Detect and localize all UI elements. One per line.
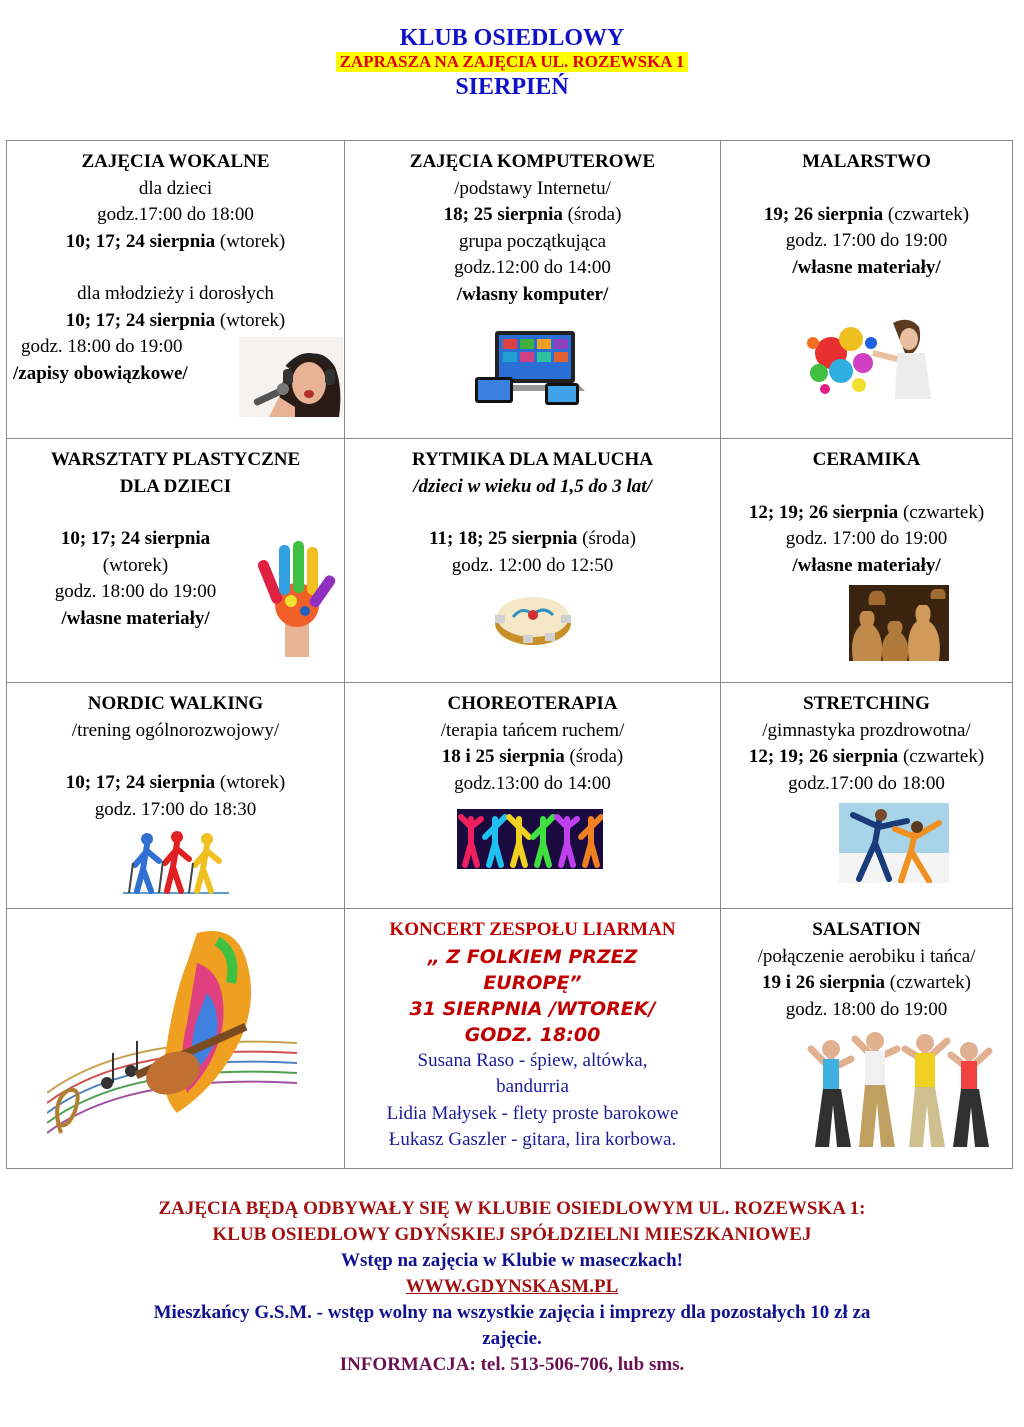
choreo-dates-line (349, 744, 716, 771)
choreo-day: (środa) (564, 746, 624, 767)
page-subtitle: ZAPRASZA NA ZAJĘCIA UL. ROZEWSKA 1 (336, 52, 689, 72)
concert-line4: GODZ. 18:00 (464, 1023, 601, 1046)
vocal-group1: dla dzieci (138, 177, 213, 199)
art-day: (wtorek) (102, 554, 169, 576)
salsation-day: (czwartek) (885, 972, 971, 993)
art-dates: 10; 17; 24 sierpnia (60, 528, 211, 549)
concert-performer1b: bandurria (496, 1076, 569, 1097)
painting-title: MALARSTWO (802, 151, 931, 172)
vocal-dates2: 10; 17; 24 sierpnia (65, 309, 216, 331)
concert-line2: EUROPĘ” (483, 971, 582, 994)
salsation-dates: 19 i 26 sierpnia (762, 972, 885, 993)
stretching-title: STRETCHING (803, 693, 930, 714)
concert-line1: „ Z FOLKIEM PRZEZ (427, 945, 638, 968)
pottery-icon (849, 585, 949, 670)
stretching-day: (czwartek) (898, 746, 985, 767)
nordic-dates: 10; 17; 24 sierpnia (65, 772, 216, 793)
vocal-group2: dla młodzieży i dorosłych (77, 283, 274, 304)
devices-icon (475, 327, 587, 416)
art-time: godz. 18:00 do 19:00 (54, 581, 217, 602)
choreo-time: godz.13:00 do 14:00 (454, 772, 611, 794)
cell-art (7, 439, 345, 683)
rhythm-day: (środa) (577, 528, 636, 549)
stretching-dates-line (725, 744, 1008, 771)
ceramics-day: (czwartek) (898, 501, 985, 523)
computer-day: (środa) (562, 204, 622, 225)
art-title1: WARSZTATY PLASTYCZNE (50, 449, 301, 470)
vocal-dates1-line (11, 229, 340, 256)
painting-note: /własne materiały/ (792, 256, 941, 278)
page-header (0, 0, 1024, 102)
table-row (7, 909, 1013, 1169)
ceramics-dates: 12; 19; 26 sierpnia (748, 501, 899, 523)
computer-title: ZAJĘCIA KOMPUTEROWE (409, 151, 656, 172)
vocal-dates2-line (11, 308, 340, 335)
art-note: /własne materiały/ (61, 607, 210, 629)
website-link[interactable]: WWW.GDYNSKASM.PL (405, 1276, 619, 1297)
cell-stretching (721, 683, 1013, 909)
paint-splash-icon (801, 313, 941, 408)
singer-microphone-icon (239, 337, 343, 426)
cell-choreo (345, 683, 721, 909)
ceramics-time: godz. 17:00 do 19:00 (785, 528, 948, 549)
cell-music (7, 909, 345, 1169)
cell-nordic (7, 683, 345, 909)
stretching-figures-icon (839, 803, 949, 892)
ceramics-title: CERAMIKA (812, 449, 921, 470)
cell-vocal (7, 141, 345, 439)
computer-dates-line (349, 202, 716, 229)
choreo-sub: /terapia tańcem ruchem/ (440, 719, 625, 741)
painting-dates: 19; 26 sierpnia (763, 203, 884, 225)
page-title: KLUB OSIEDLOWY (399, 25, 625, 51)
footer-location: ZAJĘCIA BĘDĄ ODBYWAŁY SIĘ W KLUBIE OSIEDLOWYM UL. ROZEWSKA 1: (158, 1198, 866, 1219)
computer-group: grupa początkująca (458, 230, 607, 252)
footer-masks: Wstęp na zajęcia w Klubie w maseczkach! (341, 1250, 683, 1271)
concert-performer3: Łukasz Gaszler - gitara, lira korbowa. (388, 1129, 677, 1150)
nordic-walkers-icon (119, 831, 231, 904)
vocal-day2: (wtorek) (215, 309, 286, 331)
footer-club: KLUB OSIEDLOWY GDYŃSKIEJ SPÓŁDZIELNI MIESZKANIOWEJ (212, 1224, 812, 1245)
concert-performer1: Susana Raso - śpiew, altówka, (417, 1049, 648, 1071)
cell-computer (345, 141, 721, 439)
nordic-title: NORDIC WALKING (87, 693, 264, 714)
choreo-title: CHOREOTERAPIA (447, 693, 618, 714)
vocal-dates1: 10; 17; 24 sierpnia (65, 230, 216, 252)
rhythm-dates-line (349, 526, 716, 553)
art-title2: DLA DZIECI (119, 475, 232, 497)
month-heading: SIERPIEŃ (455, 74, 569, 100)
choreo-dates: 18 i 25 sierpnia (441, 746, 565, 767)
vocal-note: /zapisy obowiązkowe/ (13, 362, 188, 384)
nordic-dates-line (11, 770, 340, 797)
cell-salsation (721, 909, 1013, 1169)
computer-time: godz.12:00 do 14:00 (454, 257, 611, 278)
salsation-sub: /połączenie aerobiku i tańca/ (757, 945, 976, 967)
painting-time: godz. 17:00 do 19:00 (785, 230, 948, 251)
footer-pricing-cont: zajęcie. (482, 1328, 542, 1349)
vocal-title: ZAJĘCIA WOKALNE (81, 151, 270, 172)
dancers-icon (457, 809, 603, 878)
rhythm-sub: /dzieci w wieku od 1,5 do 3 lat/ (413, 475, 652, 497)
footer-contact: INFORMACJA: tel. 513-506-706, lub sms. (339, 1354, 685, 1375)
cell-concert (345, 909, 721, 1169)
nordic-time: godz. 17:00 do 18:30 (94, 798, 257, 820)
painted-hand-icon (255, 539, 339, 666)
schedule-table (6, 140, 1013, 1169)
stretching-dates: 12; 19; 26 sierpnia (748, 746, 899, 767)
vocal-day1: (wtorek) (215, 230, 286, 252)
table-row (7, 439, 1013, 683)
salsation-dates-line (725, 970, 1008, 997)
rhythm-dates: 11; 18; 25 sierpnia (429, 528, 578, 549)
rhythm-title: RYTMIKA DLA MALUCHA (411, 449, 654, 470)
painting-day: (czwartek) (883, 203, 970, 225)
stretching-time: godz.17:00 do 18:00 (788, 772, 945, 794)
concert-line3: 31 SIERPNIA /WTOREK/ (409, 997, 656, 1020)
cell-painting (721, 141, 1013, 439)
rhythm-time: godz. 12:00 do 12:50 (451, 554, 614, 576)
ceramics-note: /własne materiały/ (792, 554, 941, 576)
ceramics-dates-line (725, 500, 1008, 527)
salsation-title: SALSATION (812, 919, 921, 940)
salsation-time: godz. 18:00 do 19:00 (785, 998, 948, 1020)
table-row (7, 683, 1013, 909)
concert-title: KONCERT ZESPOŁU LIARMAN (389, 919, 676, 940)
footer-pricing: Mieszkańcy G.S.M. - wstęp wolny na wszystkie zajęcia i imprezy dla pozostałych 10 zł za (153, 1302, 871, 1323)
computer-dates: 18; 25 sierpnia (443, 204, 563, 225)
painting-dates-line (725, 202, 1008, 229)
computer-sub: /podstawy Internetu/ (454, 177, 611, 199)
cell-rhythm (345, 439, 721, 683)
dancing-group-icon (801, 1029, 997, 1158)
table-row (7, 141, 1013, 439)
stretching-sub: /gimnastyka prozdrowotna/ (762, 719, 971, 741)
page-footer (0, 1196, 1024, 1378)
tambourine-icon (493, 585, 573, 658)
computer-note: /własny komputer/ (456, 283, 609, 305)
concert-performer2: Lidia Małysek - flety proste barokowe (386, 1102, 679, 1124)
music-guitar-icon (47, 923, 297, 1152)
vocal-time2: godz. 18:00 do 19:00 (21, 336, 183, 357)
vocal-time1: godz.17:00 do 18:00 (97, 204, 254, 225)
nordic-sub: /trening ogólnorozwojowy/ (71, 719, 280, 741)
cell-ceramics (721, 439, 1013, 683)
nordic-day: (wtorek) (215, 772, 286, 793)
